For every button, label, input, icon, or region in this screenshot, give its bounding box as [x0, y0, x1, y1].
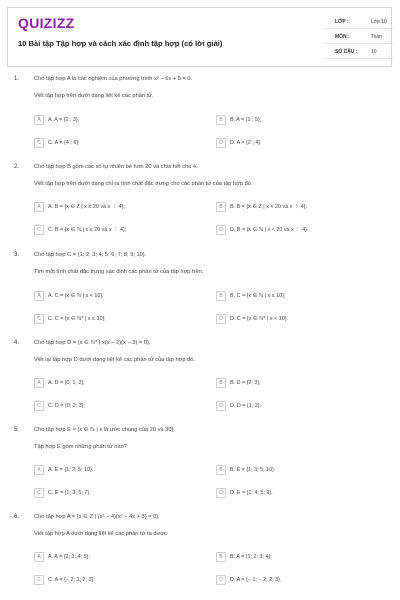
option-text: B. A = {1 ; 5}; — [230, 117, 262, 123]
question-subtext: Tìm một tính chất đặc trưng xác định các phần tử của tập hợp trên. — [34, 269, 204, 275]
option-d[interactable] — [216, 487, 273, 499]
option-text: B. C = {x ∈ ℕ | x ≤ 10}; — [230, 293, 286, 299]
option-letter-box: A — [34, 115, 44, 125]
option-c[interactable] — [34, 400, 85, 412]
meta-row-class — [323, 14, 393, 29]
option-letter-box: B — [216, 465, 226, 475]
option-c[interactable] — [34, 487, 91, 499]
option-c[interactable] — [34, 137, 80, 149]
option-letter-box: C — [34, 401, 44, 411]
meta-row-count — [323, 44, 393, 59]
question-number: 3. — [14, 252, 20, 258]
option-c[interactable] — [34, 313, 106, 325]
question-text: Cho tập hợp D = {x ∈ ℕ* | x(x − 2)(x − 3) = 0}. — [34, 340, 151, 346]
option-text: A. D = {0; 1; 2}; — [48, 380, 85, 386]
question-subtext: Viết tập hợp trên dưới dạng liệt kê các phần tử. — [34, 93, 154, 99]
option-text: D. E = {1; 4; 5; 9}. — [230, 490, 273, 496]
question-number: 1. — [14, 76, 20, 82]
option-c[interactable] — [34, 574, 95, 586]
option-a[interactable] — [34, 377, 85, 389]
option-text: A. A = {2 ; 3}; — [48, 117, 80, 123]
option-text: C. E = {1; 3; 5; 7}. — [48, 490, 91, 496]
option-letter-box: D — [216, 225, 226, 235]
option-letter-box: D — [216, 401, 226, 411]
option-d[interactable] — [216, 224, 308, 236]
option-b[interactable] — [216, 201, 307, 213]
option-text: D. A = {2 ; 4}. — [230, 140, 262, 146]
meta-value: Toán — [371, 34, 382, 40]
option-text: B. B = {x ∈ Z | x < 20 và x ⋮ 4}; — [230, 204, 308, 210]
meta-table — [323, 14, 393, 59]
option-b[interactable] — [216, 551, 272, 563]
option-d[interactable] — [216, 313, 288, 325]
option-text: B. A = {1; 2; 3; 4}; — [230, 554, 272, 560]
option-letter-box: B — [216, 202, 226, 212]
option-text: A. A = {2; 3; 4; 5}; — [48, 554, 90, 560]
option-letter-box: C — [34, 314, 44, 324]
option-letter-box: B — [216, 291, 226, 301]
meta-key: SỐ CÂU : — [335, 49, 358, 55]
meta-value: 10 — [371, 49, 377, 55]
option-b[interactable] — [216, 377, 261, 389]
option-b[interactable] — [216, 114, 261, 126]
option-letter-box: B — [216, 552, 226, 562]
option-letter-box: C — [34, 575, 44, 585]
option-text: C. B = {x ∈ ℕ | x ≤ 20 và x ⋮ 4}; — [48, 227, 127, 233]
meta-row-subject — [323, 29, 393, 44]
option-text: D. B = {x ∈ ℕ | x < 20 và x ⋮ 4}. — [230, 227, 309, 233]
option-a[interactable] — [34, 290, 104, 302]
option-d[interactable] — [216, 137, 262, 149]
question-text: Cho tập hợp B gồm các số tự nhiên bé hơn 20 và chia hết cho 4. — [34, 164, 198, 170]
option-c[interactable] — [34, 224, 126, 236]
question-number: 4. — [14, 340, 20, 346]
option-text: D. A = {− 1; − 2; 2; 3}. — [230, 577, 282, 583]
meta-key: MÔN : — [335, 34, 350, 40]
option-letter-box: D — [216, 575, 226, 585]
quizizz-logo: QUIZIZZ — [18, 15, 75, 31]
question-subtext: Viết tập hợp A dưới dạng liệt kê các phần tử ta được: — [34, 531, 169, 537]
option-text: D. D = {1; 2}. — [230, 403, 262, 409]
meta-key: LỚP : — [335, 19, 349, 25]
page-title: 10 Bài tập Tập hợp và cách xác định tập hợp (có lời giải) — [18, 39, 223, 48]
option-text: C. D = {0; 2; 3}; — [48, 403, 86, 409]
option-text: C. A = {4 ; 6}; — [48, 140, 80, 146]
option-text: B. D = {2; 3}; — [230, 380, 261, 386]
option-text: A. B = {x ∈ Z | x ≤ 20 và x ⋮ 4}; — [48, 204, 125, 210]
option-a[interactable] — [34, 114, 79, 126]
option-text: D. C = {x ∈ ℕ* | x < 10}. — [230, 316, 289, 322]
option-a[interactable] — [34, 201, 125, 213]
option-b[interactable] — [216, 290, 285, 302]
option-letter-box: B — [216, 378, 226, 388]
option-d[interactable] — [216, 574, 281, 586]
option-letter-box: D — [216, 314, 226, 324]
question-text: Cho tập hợp E = {x ∈ ℕ | x là ước chung của 20 và 30}. — [34, 427, 175, 433]
question-number: 2. — [14, 164, 20, 170]
option-text: B. E = {1; 3; 5; 10}. — [230, 467, 276, 473]
option-letter-box: C — [34, 488, 44, 498]
question-number: 5. — [14, 427, 20, 433]
question-subtext: Tập hợp E gồm những phần tử nào? — [34, 444, 127, 450]
question-number: 6. — [14, 514, 20, 520]
option-letter-box: A — [34, 202, 44, 212]
option-letter-box: C — [34, 138, 44, 148]
option-text: C. C = {x ∈ ℕ* | x ≤ 10}; — [48, 316, 106, 322]
option-letter-box: A — [34, 552, 44, 562]
option-letter-box: B — [216, 115, 226, 125]
question-subtext: Viết lại tập hợp D dưới dạng liệt kê các phần tử của tập hợp đó. — [34, 357, 195, 363]
meta-value: Lớp 10 — [371, 19, 387, 25]
option-letter-box: C — [34, 225, 44, 235]
question-text: Cho tập hợp A là các nghiệm của phương trình x² − 6x + 5 = 0. — [34, 76, 193, 82]
option-letter-box: A — [34, 291, 44, 301]
option-text: C. A = {− 2; 1; 2; 3}; — [48, 577, 95, 583]
option-letter-box: D — [216, 138, 226, 148]
question-text: Cho tập hợp A = {x ∈ Z | (x² − 4)(x² − 4x + 3) = 0}. — [34, 514, 160, 520]
option-letter-box: D — [216, 488, 226, 498]
option-text: A. C = {x ∈ ℕ | x < 10}; — [48, 293, 104, 299]
option-a[interactable] — [34, 464, 93, 476]
option-letter-box: A — [34, 378, 44, 388]
question-text: Cho tập hợp C = {1; 2; 3; 4; 5; 6; 7; 8; 9; 10}. — [34, 252, 147, 258]
worksheet-header — [7, 7, 392, 67]
question-subtext: Viết tập hợp trên dưới dạng chỉ ra tính chất đặc trưng cho các phần tử của tập hợp đó. — [34, 181, 253, 187]
option-letter-box: A — [34, 465, 44, 475]
option-text: A. E = {1; 2; 5; 10}. — [48, 467, 94, 473]
option-a[interactable] — [34, 551, 90, 563]
option-d[interactable] — [216, 400, 261, 412]
option-b[interactable] — [216, 464, 275, 476]
